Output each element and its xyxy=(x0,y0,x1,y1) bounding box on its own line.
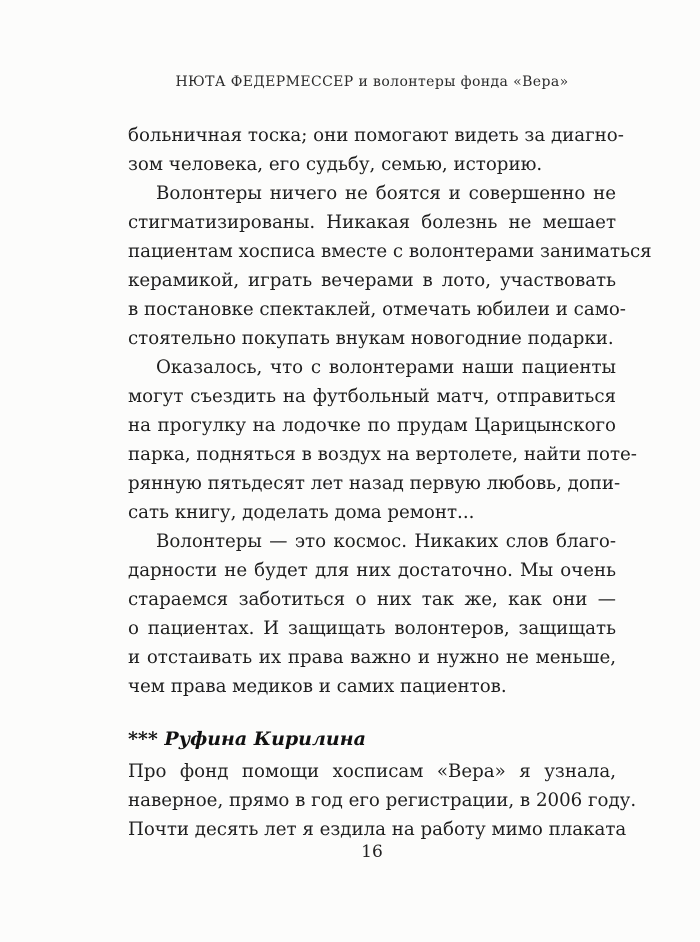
body-text xyxy=(128,121,652,844)
paragraph xyxy=(128,353,637,527)
paragraph xyxy=(128,121,624,179)
paragraph xyxy=(128,179,652,353)
text-line: в постановке спектаклей, отмечать юбилеи и само- xyxy=(128,299,626,320)
text-line: Про фонд помощи хосписам «Вера» я узнала, xyxy=(128,761,616,782)
text-line: стараемся заботиться о них так же, как они — xyxy=(128,589,616,610)
text-line: дарности не будет для них достаточно. Мы очень xyxy=(128,560,616,581)
text-line: больничная тоска; они помогают видеть за диагно- xyxy=(128,125,624,146)
text-line: наверное, прямо в год его регистрации, в 2006 году. xyxy=(128,790,637,811)
text-line: чем права медиков и самих пациентов. xyxy=(128,676,507,697)
text-line: о пациентах. И защищать волонтеров, защищать xyxy=(128,618,616,639)
section-heading: *** Руфина Кирилина xyxy=(128,728,366,750)
text-line: сать книгу, доделать дома ремонт... xyxy=(128,502,475,523)
text-line: Волонтеры — это космос. Никаких слов благо- xyxy=(156,531,616,552)
text-line: могут съездить на футбольный матч, отправиться xyxy=(128,386,616,407)
text-line: Почти десять лет я ездила на работу мимо плаката xyxy=(128,819,627,840)
text-line: стигматизированы. Никакая болезнь не мешает xyxy=(128,212,616,233)
paragraph xyxy=(128,757,637,844)
text-line: Волонтеры ничего не боятся и совершенно не xyxy=(156,183,616,204)
paragraph xyxy=(128,527,616,701)
text-line: на прогулку на лодочке по прудам Царицынского xyxy=(128,415,616,436)
text-line: пациентам хосписа вместе с волонтерами заниматься xyxy=(128,241,652,262)
text-line: рянную пятьдесят лет назад первую любовь, допи- xyxy=(128,473,621,494)
running-header: НЮТА ФЕДЕРМЕССЕР и волонтеры фонда «Вера» xyxy=(175,74,569,90)
text-line: стоятельно покупать внукам новогодние подарки. xyxy=(128,328,614,349)
text-line: Оказалось, что с волонтерами наши пациенты xyxy=(156,357,616,378)
page-number: 16 xyxy=(361,842,383,862)
text-line: зом человека, его судьбу, семью, историю. xyxy=(128,154,543,175)
section-gap xyxy=(128,701,616,721)
text-line: и отстаивать их права важно и нужно не меньше, xyxy=(128,647,616,668)
text-line: керамикой, играть вечерами в лото, участвовать xyxy=(128,270,616,291)
text-line: парка, подняться в воздух на вертолете, найти поте- xyxy=(128,444,637,465)
